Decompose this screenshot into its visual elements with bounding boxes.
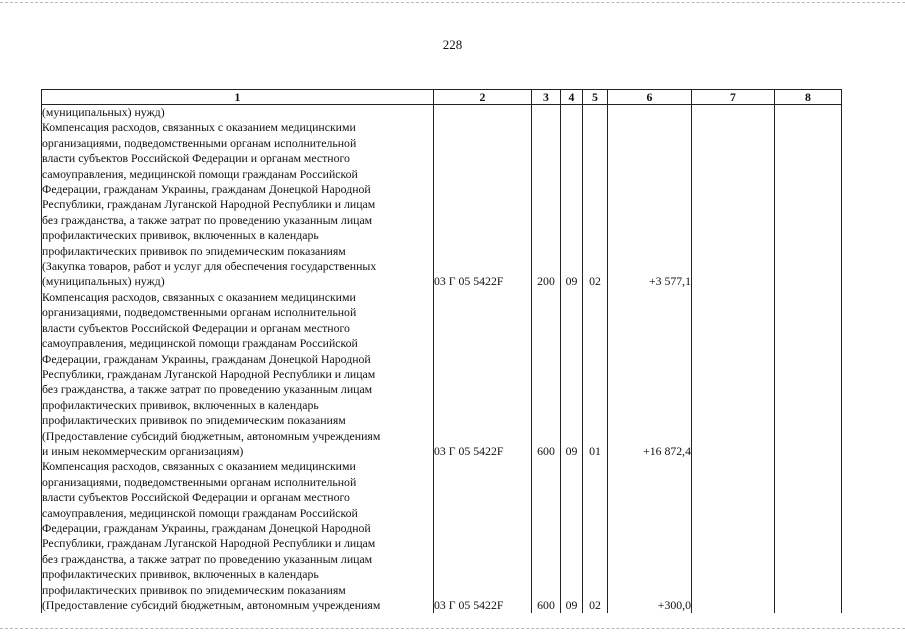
description-line: Республики, гражданам Луганской Народной Республики и лицам <box>42 197 376 212</box>
description-line: Республики, гражданам Луганской Народной Республики и лицам <box>42 536 376 551</box>
description-line: власти субъектов Российской Федерации и органам местного <box>42 490 350 505</box>
row-code: 03 Г 05 5422F <box>434 290 532 459</box>
description-line: организациями, подведомственными органам исполнительной <box>42 305 357 320</box>
row-col8 <box>775 120 842 289</box>
row-col8 <box>775 290 842 459</box>
row-pr: 02 <box>583 459 608 613</box>
row-col7 <box>692 120 775 289</box>
description-line: (Предоставление субсидий бюджетным, автономным учреждениям <box>42 428 381 443</box>
row-vr: 600 <box>532 459 561 613</box>
description-line: без гражданства, а также затрат по проведению указанным лицам <box>42 551 373 566</box>
page-number: 228 <box>442 37 463 52</box>
header-col-3: 3 <box>532 90 561 105</box>
description-line: Федерации, гражданам Украины, гражданам Донецкой Народной <box>42 351 371 366</box>
row-col7 <box>692 459 775 613</box>
row-col7 <box>692 290 775 459</box>
description-line: самоуправления, медицинской помощи гражданам Российской <box>42 505 358 520</box>
header-row <box>42 90 842 105</box>
description-line: профилактических прививок по эпидемическим показаниям <box>42 243 346 258</box>
description-line: самоуправления, медицинской помощи гражданам Российской <box>42 336 358 351</box>
description-line: без гражданства, а также затрат по проведению указанным лицам <box>42 382 373 397</box>
table-body <box>42 105 842 614</box>
header-col-4: 4 <box>561 90 583 105</box>
row-rz: 09 <box>561 120 583 289</box>
description-line: организациями, подведомственными органам исполнительной <box>42 474 357 489</box>
row-vr: 600 <box>532 290 561 459</box>
row-rz: 09 <box>561 290 583 459</box>
description-line: профилактических прививок по эпидемическим показаниям <box>42 582 346 597</box>
row-code: 03 Г 05 5422F <box>434 120 532 289</box>
description-line: и иным некоммерческим организациям) <box>42 443 244 458</box>
row-description <box>42 120 434 289</box>
description-line: организациями, подведомственными органам исполнительной <box>42 135 357 150</box>
header-col-5: 5 <box>583 90 608 105</box>
row-pr: 01 <box>583 290 608 459</box>
row-amount: +3 577,1 <box>608 120 692 289</box>
description-line: профилактических прививок, включенных в календарь <box>42 228 319 243</box>
description-line: Федерации, гражданам Украины, гражданам Донецкой Народной <box>42 182 371 197</box>
description-line: Республики, гражданам Луганской Народной Республики и лицам <box>42 366 376 381</box>
header-col-7: 7 <box>692 90 775 105</box>
table-row <box>42 459 842 613</box>
row-amount: +300,0 <box>608 459 692 613</box>
description-line: Компенсация расходов, связанных с оказанием медицинскими <box>42 459 356 474</box>
row-description <box>42 459 434 613</box>
description-line: без гражданства, а также затрат по проведению указанным лицам <box>42 212 373 227</box>
description-line: (муниципальных) нужд) <box>42 274 165 289</box>
header-col-1: 1 <box>42 90 434 105</box>
description-line: самоуправления, медицинской помощи гражданам Российской <box>42 166 358 181</box>
table-row <box>42 120 842 289</box>
description-line: Федерации, гражданам Украины, гражданам Донецкой Народной <box>42 520 371 535</box>
continuation-text: (муниципальных) нужд) <box>42 105 434 121</box>
scan-top-edge <box>0 2 905 4</box>
budget-table <box>41 89 842 613</box>
description-line: власти субъектов Российской Федерации и органам местного <box>42 320 350 335</box>
row-rz: 09 <box>561 459 583 613</box>
description-line: профилактических прививок по эпидемическим показаниям <box>42 413 346 428</box>
description-line: (Предоставление субсидий бюджетным, автономным учреждениям <box>42 598 381 612</box>
description-line: профилактических прививок, включенных в календарь <box>42 567 319 582</box>
row-amount: +16 872,4 <box>608 290 692 459</box>
scan-bottom-edge <box>0 628 905 630</box>
row-col8 <box>775 459 842 613</box>
description-line: Компенсация расходов, связанных с оказанием медицинскими <box>42 120 356 135</box>
table-row <box>42 290 842 459</box>
header-col-2: 2 <box>434 90 532 105</box>
description-line: профилактических прививок, включенных в календарь <box>42 397 319 412</box>
header-col-6: 6 <box>608 90 692 105</box>
row-vr: 200 <box>532 120 561 289</box>
row-code: 03 Г 05 5422F <box>434 459 532 613</box>
row-pr: 02 <box>583 120 608 289</box>
row-description <box>42 290 434 459</box>
header-col-8: 8 <box>775 90 842 105</box>
description-line: Компенсация расходов, связанных с оказанием медицинскими <box>42 289 356 304</box>
description-line: власти субъектов Российской Федерации и органам местного <box>42 151 350 166</box>
continuation-row <box>42 105 842 121</box>
description-line: (Закупка товаров, работ и услуг для обеспечения государственных <box>42 259 377 274</box>
